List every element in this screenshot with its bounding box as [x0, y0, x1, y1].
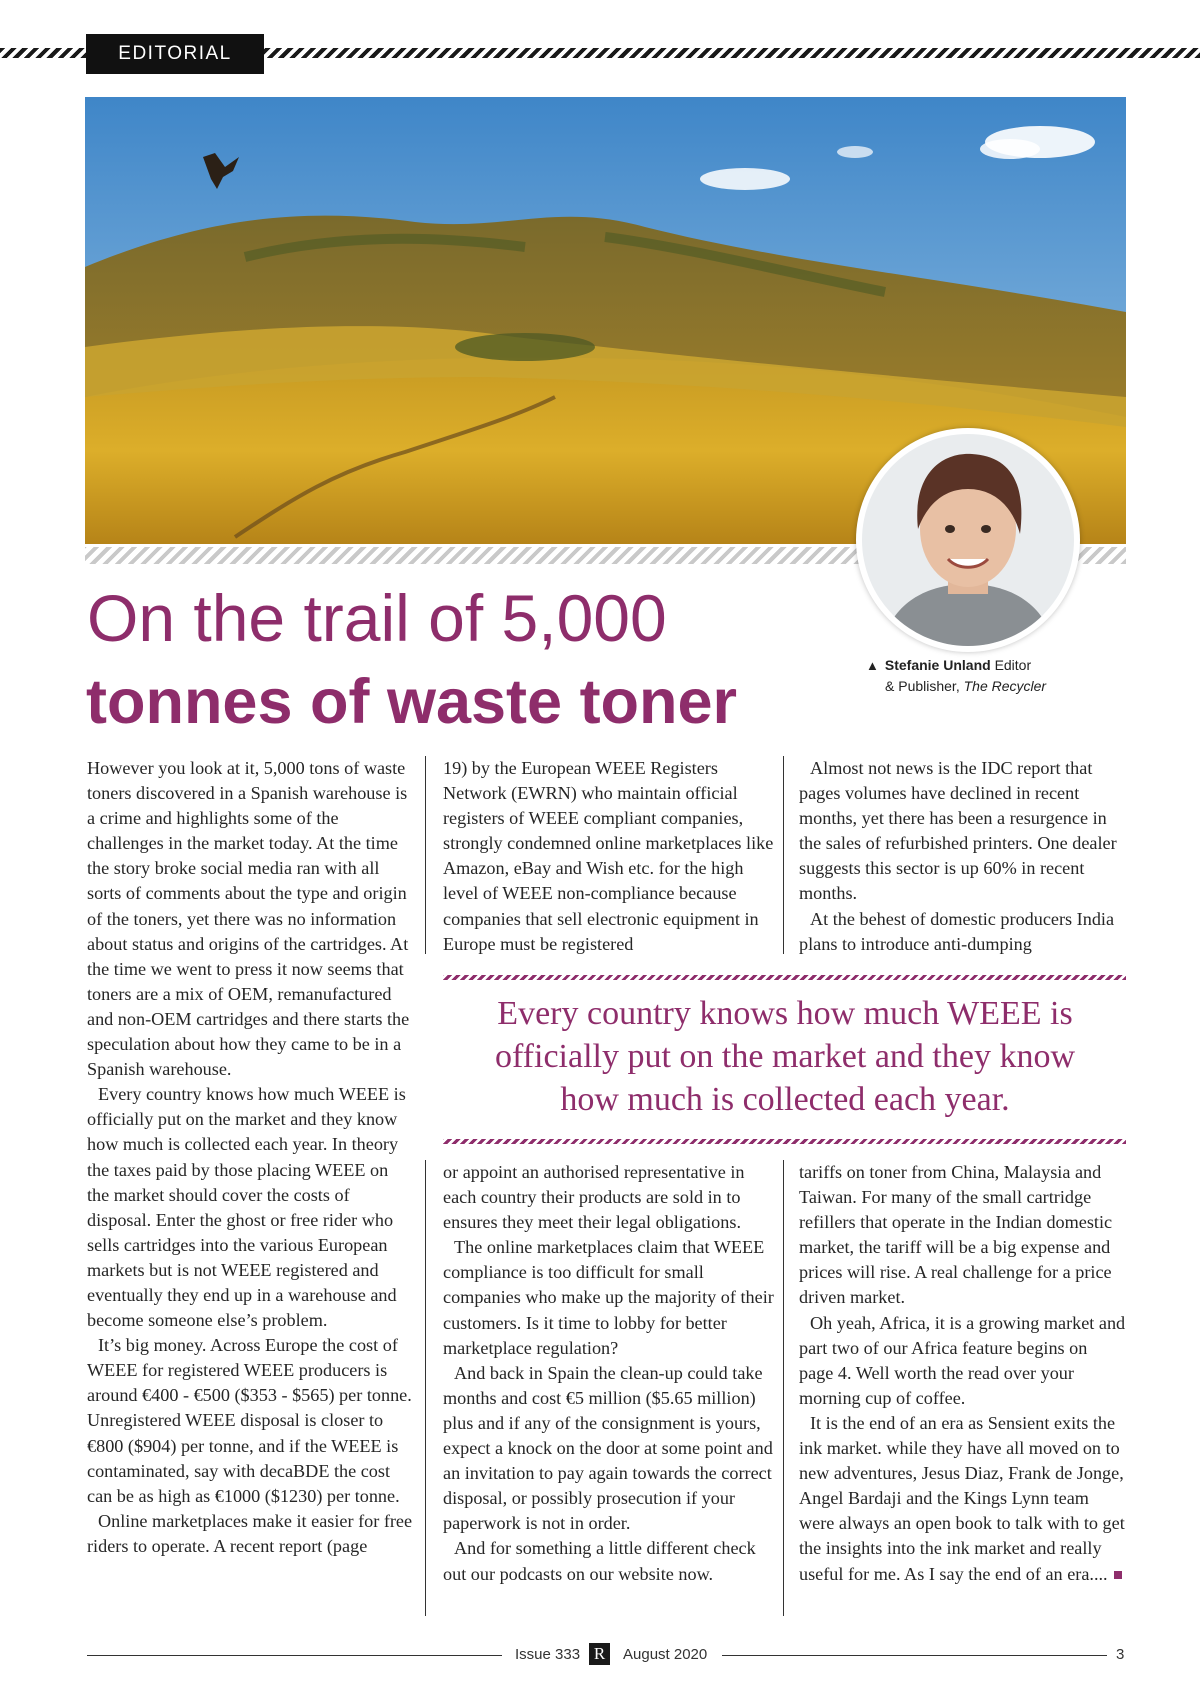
section-label: EDITORIAL — [86, 34, 264, 74]
paragraph: tariffs on toner from China, Malaysia and Taiwan. For many of the small cartridge refillers that operate in the Indian domestic market, the tariff will be a big expense and prices will rise. A real challenge for a price driven market. — [799, 1162, 1113, 1308]
caption-publication: The Recycler — [963, 678, 1047, 694]
paragraph: Oh yeah, Africa, it is a growing market and part two of our Africa feature begins on page 4. Well worth the read over your morning cup of coffee. — [799, 1312, 1126, 1408]
end-mark-icon — [1114, 1571, 1122, 1579]
paragraph: At the behest of domestic producers India plans to introduce anti-dumping — [799, 908, 1115, 954]
issue-number: Issue 333 — [515, 1646, 581, 1663]
recycler-logo-icon: R — [589, 1643, 610, 1665]
paragraph: 19) by the European WEEE Registers Network (EWRN) who maintain official registers of WEEE compliant companies, strongly condemned online marketplaces like Amazon, eBay and Wish etc. for the high level of WEEE non-compliance because companies that sell electronic equipment in Europe must be registered — [443, 758, 774, 954]
column-divider — [425, 756, 426, 954]
issue-date: August 2020 — [623, 1646, 708, 1663]
article-column-3-bottom — [799, 1160, 1126, 1587]
headline-line-1: On the trail of 5,000 — [87, 581, 667, 655]
paragraph: Every country knows how much WEEE is officially put on the market and they know how much is collected each year. In theory the taxes paid by those placing WEEE on the market should cover the costs of disposal. Enter the ghost or free rider who sells cartridges into the various European markets but is not WEEE registered and eventually they end up in a warehouse and become someone else’s problem. — [87, 1084, 406, 1331]
article-column-3-top — [799, 756, 1126, 957]
caption-role-cont: & Publisher, — [885, 678, 960, 694]
pullquote: Every country knows how much WEEE is officially put on the market and they know how much is collected each year. — [494, 995, 1076, 1118]
paragraph: Almost not news is the IDC report that pages volumes have declined in recent months, yet there has been a resurgence in the sales of refurbished printers. One dealer suggests this sector is up 60% in recent months. — [799, 758, 1117, 904]
paragraph: However you look at it, 5,000 tons of waste toners discovered in a Spanish warehouse is a crime and highlights some of the challenges in the market today. At the time the story broke social media ran with all sorts of comments about the type and origin of the toners, yet there was no information about status and origins of the cartridges. At the time we went to press it now seems that toners are a mix of OEM, remanufactured and non-OEM cartridges and there starts the speculation about how they came to be in a Spanish warehouse. — [87, 758, 410, 1080]
header-hatch-left — [0, 48, 86, 58]
caption-name: Stefanie Unland — [884, 657, 991, 673]
paragraph: The online marketplaces claim that WEEE compliance is too difficult for small companies who make up the majority of their customers. Is it time to lobby for better marketplace regulation? — [443, 1237, 774, 1358]
column-divider — [783, 1160, 784, 1616]
article-column-2-top — [443, 756, 774, 957]
column-divider — [783, 756, 784, 954]
editor-portrait-photo — [862, 434, 1074, 646]
page-number: 3 — [1116, 1646, 1125, 1663]
footer-rule-right — [722, 1655, 1107, 1656]
paragraph: Online marketplaces make it easier for free riders to operate. A recent report (page — [87, 1510, 413, 1556]
caption-role: Editor — [994, 657, 1032, 673]
headline-line-2: tonnes of waste toner — [86, 667, 738, 737]
pullquote-rule-bottom — [443, 1139, 1126, 1144]
column-divider — [425, 1160, 426, 1616]
paragraph: It’s big money. Across Europe the cost of WEEE for registered WEEE producers is around €400 - €500 ($353 - $565) per tonne. Unregistered WEEE disposal is closer to €800 ($904) per tonne, and if the WEEE is contaminated, say with decaBDE the cost can be as high as €1000 ($1230) per tonne. — [87, 1335, 412, 1506]
footer-rule-left — [87, 1655, 502, 1656]
paragraph: or appoint an authorised representative in each country their products are sold in to ensures they meet their legal obligations. — [443, 1162, 745, 1233]
triangle-up-icon: ▲ — [866, 658, 879, 673]
article-column-1 — [87, 756, 413, 1559]
paragraph-text: It is the end of an era as Sensient exits the ink market. while they have all moved on to new adventures, Jesus Diaz, Frank de Jonge, Angel Bardaji and the Kings Lynn team were always an open book to talk with to get the insights into the ink market and really useful for me. As I say the end of an era.... — [799, 1412, 1125, 1584]
pullquote-rule-top — [443, 975, 1126, 980]
editor-portrait-frame — [856, 428, 1080, 652]
article-column-2-bottom — [443, 1160, 774, 1587]
paragraph — [799, 1411, 1126, 1587]
paragraph: And back in Spain the clean-up could take months and cost €5 million ($5.65 million) plus and if any of the consignment is yours, expect a knock on the door at some point and an invitation to pay again towards the correct disposal, or possibly prosecution if your paperwork is not in order. — [443, 1362, 773, 1534]
photo-caption — [866, 655, 1066, 696]
header-hatch-right — [264, 48, 1200, 58]
paragraph: And for something a little different check out our podcasts on our website now. — [443, 1538, 756, 1584]
